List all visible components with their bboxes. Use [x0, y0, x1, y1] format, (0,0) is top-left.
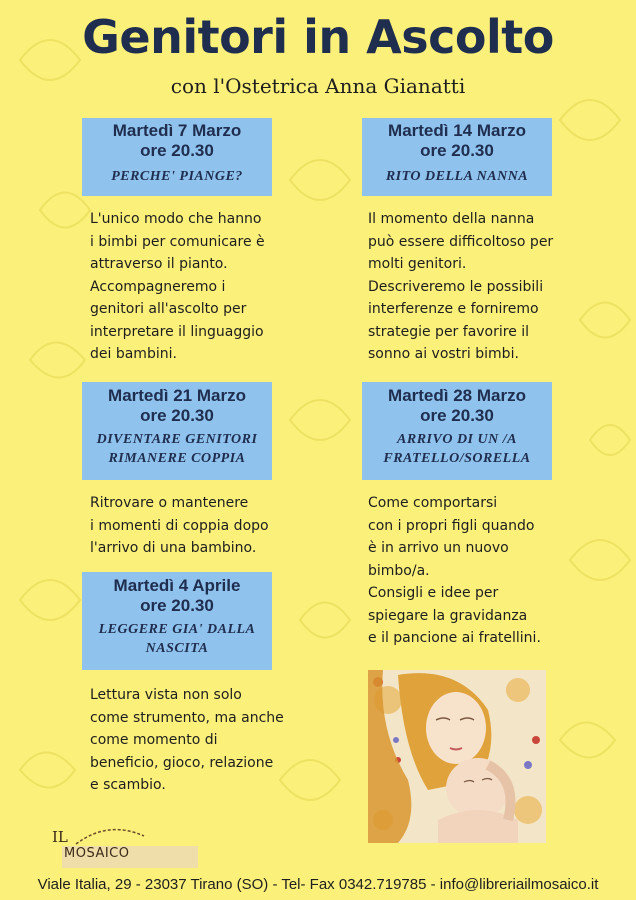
- event-box-4: [362, 382, 552, 480]
- description-line: e il pancione ai fratellini.: [368, 630, 541, 646]
- description-line: Accompagneremo i: [90, 278, 226, 295]
- event-box-2: [362, 118, 552, 196]
- description-line: Ritrovare o mantenere: [90, 495, 249, 511]
- description-line: come strumento, ma anche: [90, 709, 284, 726]
- description-line: Descriveremo le possibili: [368, 278, 544, 295]
- event-date: Martedì 4 Aprile: [113, 576, 241, 595]
- event-date: Martedì 21 Marzo: [108, 386, 246, 405]
- mother-child-illustration: [368, 670, 546, 843]
- event-title: LEGGERE GIA' DALLA: [98, 622, 256, 637]
- description-line: è in arrivo un nuovo: [368, 540, 509, 556]
- description-line: i momenti di coppia dopo: [90, 517, 269, 534]
- event-title: ARRIVO DI UN /A: [397, 432, 517, 447]
- description-line: L'unico modo che hanno: [90, 211, 262, 227]
- description-line: beneficio, gioco, relazione: [90, 754, 274, 771]
- description-line: e scambio.: [90, 777, 166, 793]
- event-date: Martedì 14 Marzo: [388, 121, 526, 140]
- event-box-5: [82, 572, 272, 670]
- description-line: interpretare il linguaggio: [90, 323, 264, 340]
- description-line: bimbo/a.: [368, 562, 430, 579]
- description-line: l'arrivo di una bambino.: [90, 540, 257, 556]
- description-line: Consigli e idee per: [368, 585, 499, 601]
- logo-text-il: IL: [52, 828, 68, 846]
- page-subtitle: con l'Ostetrica Anna Gianatti: [170, 74, 466, 98]
- description-line: come momento di: [90, 732, 218, 748]
- event-box-3: [82, 382, 272, 480]
- description-line: attraverso il pianto.: [90, 256, 228, 272]
- event-title-line-2: FRATELLO/SORELLA: [383, 451, 531, 466]
- page-title: Genitori in Ascolto: [82, 10, 554, 64]
- event-time: ore 20.30: [420, 406, 494, 425]
- description-line: spiegare la gravidanza: [368, 607, 528, 624]
- event-title-line-2: NASCITA: [145, 641, 209, 656]
- description-line: dei bambini.: [90, 346, 177, 362]
- description-line: Come comportarsi: [368, 495, 498, 511]
- event-description-3: [90, 492, 290, 560]
- event-box-1: [82, 118, 272, 196]
- description-line: Lettura vista non solo: [90, 687, 242, 703]
- event-title: PERCHE' PIANGE?: [111, 169, 243, 184]
- description-line: interferenze e forniremo: [368, 301, 539, 317]
- description-line: i bimbi per comunicare è: [90, 233, 265, 250]
- event-description-1: [90, 208, 290, 366]
- event-description-2: [368, 208, 568, 366]
- event-description-5: [90, 684, 290, 797]
- event-time: ore 20.30: [140, 406, 214, 425]
- logo-text-mosaico: MOSAICO: [64, 846, 130, 861]
- event-title: DIVENTARE GENITORI: [96, 432, 258, 447]
- event-description-4: [368, 492, 568, 650]
- footer-contact: Viale Italia, 29 - 23037 Tirano (SO) - Tel- Fax 0342.719785 - info@libreriailmosaico.it: [37, 876, 599, 893]
- event-date: Martedì 7 Marzo: [112, 121, 242, 140]
- event-time: ore 20.30: [420, 141, 494, 160]
- description-line: strategie per favorire il: [368, 323, 530, 340]
- description-line: genitori all'ascolto per: [90, 301, 247, 317]
- description-line: sonno ai vostri bimbi.: [368, 346, 519, 362]
- description-line: Il momento della nanna: [368, 211, 535, 227]
- event-title-line-2: RIMANERE COPPIA: [108, 451, 246, 466]
- event-time: ore 20.30: [140, 141, 214, 160]
- event-time: ore 20.30: [140, 596, 214, 615]
- description-line: può essere difficoltoso per: [368, 233, 554, 250]
- event-title: RITO DELLA NANNA: [385, 169, 529, 184]
- description-line: con i propri figli quando: [368, 517, 535, 534]
- description-line: molti genitori.: [368, 256, 467, 272]
- event-date: Martedì 28 Marzo: [388, 386, 526, 405]
